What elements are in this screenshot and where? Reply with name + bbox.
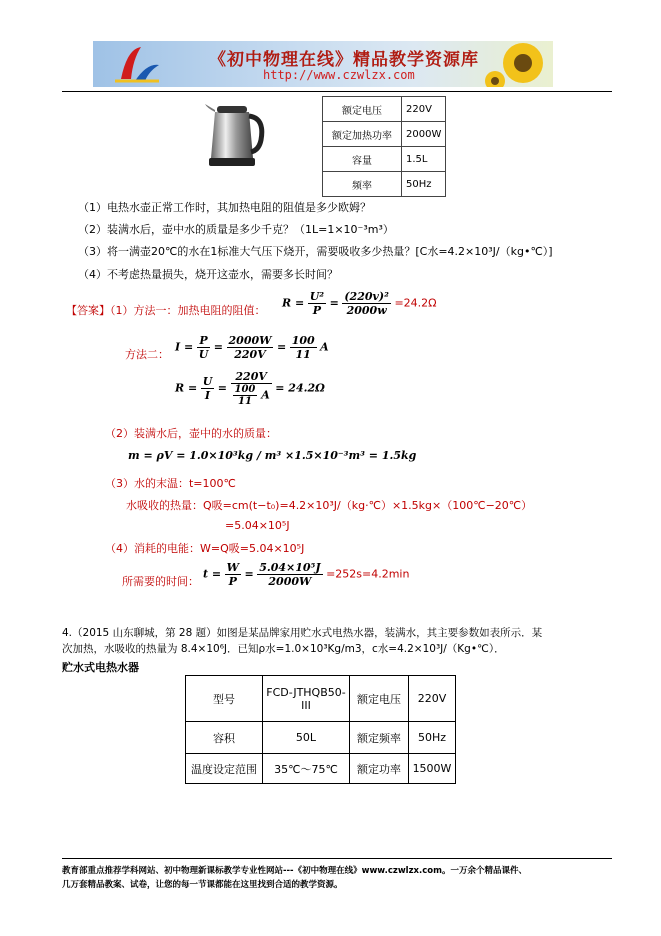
table-cell: 220V — [409, 676, 456, 722]
table-cell: 容积 — [186, 722, 263, 754]
answer-3-result: =5.04×10⁵J — [225, 519, 290, 532]
formula-r-method1: R = $\frac{\text{U²}}{P}$ = $\frac{\text{(220v)²}}{2000w}$ =24.2Ω — [282, 290, 437, 317]
table-row — [323, 172, 446, 197]
spec-label: 频率 — [323, 172, 402, 197]
table-cell: 额定频率 — [350, 722, 409, 754]
table-row — [323, 147, 446, 172]
kettle-image — [203, 100, 267, 170]
table-row — [186, 676, 456, 722]
footer-line-2: 几万套精品教案、试卷，让您的每一节课都能在这里找到合适的教学资源。 — [62, 880, 343, 890]
spec-value: 220V — [402, 97, 446, 122]
answer-1-intro: （1）方法一：加热电阻的阻值： — [110, 304, 266, 317]
sunflower-icon — [483, 41, 553, 87]
spec-label: 额定电压 — [323, 97, 402, 122]
banner-url: http://www.czwlzx.com — [263, 68, 415, 82]
table-row — [186, 722, 456, 754]
table-cell: 50L — [263, 722, 350, 754]
problem-4-line-2: 次加热，水吸收的热量为 8.4×10⁶J．已知ρ水=1.0×10³Kg/m3，c水=4.2×10³J/（Kg•℃）． — [62, 643, 505, 655]
header-banner — [93, 41, 553, 87]
table-cell: FCD-JTHQB50-III — [263, 676, 350, 722]
answer-tag: 【答案】 — [66, 304, 110, 317]
answer-1-result: =24.2Ω — [394, 296, 437, 310]
problem-4-subtitle: 贮水式电热水器 — [62, 661, 139, 674]
formula-current: I = $\frac{P}{U}$ = $\frac{2000W}{220V}$ = $\frac{100}{11}$ A — [175, 334, 329, 361]
question-1: （1）电热水壶正常工作时，其加热电阻的阻值是多少欧姆？ — [78, 201, 371, 214]
kettle-spec-table — [322, 96, 446, 197]
header-divider — [62, 91, 612, 92]
table-cell: 额定功率 — [350, 754, 409, 784]
question-2: （2）装满水后，壶中水的质量是多少千克？（1L=1×10⁻³m³） — [78, 223, 394, 236]
footer-line-1: 教育部重点推荐学科网站、初中物理新课标教学专业性网站---《初中物理在线》www.czwlzx.com。一万余个精品课件、 — [62, 866, 527, 876]
spec-value: 2000W — [402, 122, 446, 147]
table-row — [323, 97, 446, 122]
footer-divider — [62, 858, 612, 859]
logo-icon — [107, 41, 167, 87]
formula-time: t = $\frac{W}{P}$ = $\frac{\text{5.04×10⁵J}}{2000W}$ =252s=4.2min — [203, 561, 410, 588]
formula-mass: m = ρV = 1.0×10³kg / m³ ×1.5×10⁻³m³ = 1.5kg — [128, 449, 417, 462]
spec-value: 50Hz — [402, 172, 446, 197]
answer-line-1 — [66, 302, 266, 318]
table-cell: 50Hz — [409, 722, 456, 754]
table-cell: 额定电压 — [350, 676, 409, 722]
table-cell: 1500W — [409, 754, 456, 784]
answer-2-intro: （2）装满水后，壶中的水的质量： — [105, 427, 277, 440]
question-3: （3）将一满壶20℃的水在1标准大气压下烧开，需要吸收多少热量？[C水=4.2×10³J/（kg•℃）] — [78, 245, 553, 258]
heater-spec-table — [185, 675, 456, 784]
table-cell: 型号 — [186, 676, 263, 722]
spec-label: 容量 — [323, 147, 402, 172]
table-row — [186, 754, 456, 784]
answer-3-heat: 水吸收的热量：Q吸=cm(t−t₀)=4.2×10³J/（kg·℃）×1.5kg×（100℃−20℃） — [126, 499, 533, 512]
problem-4-line-1: 4.（2015 山东聊城，第 28 题）如图是某品牌家用贮水式电热水器，装满水，其主要参数如表所示．某 — [62, 627, 543, 639]
table-cell: 温度设定范围 — [186, 754, 263, 784]
table-cell: 35℃～75℃ — [263, 754, 350, 784]
answer-4-time-label: 所需要的时间： — [122, 575, 199, 588]
answer-4-result: =252s=4.2min — [326, 567, 410, 581]
spec-value: 1.5L — [402, 147, 446, 172]
table-row — [323, 122, 446, 147]
banner-title: 《初中物理在线》精品教学资源库 — [209, 50, 479, 70]
method-2-label: 方法二： — [125, 348, 169, 361]
question-4: （4）不考虑热量损失，烧开这壶水，需要多长时间？ — [78, 268, 338, 281]
answer-4-intro: （4）消耗的电能：W=Q吸=5.04×10⁵J — [105, 542, 305, 555]
spec-label: 额定加热功率 — [323, 122, 402, 147]
formula-r-method2: R = $\frac{U}{I}$ = 220V $\frac{100}{11}$ A = 24.2Ω — [175, 370, 325, 407]
answer-3-intro: （3）水的末温：t=100℃ — [105, 477, 236, 490]
